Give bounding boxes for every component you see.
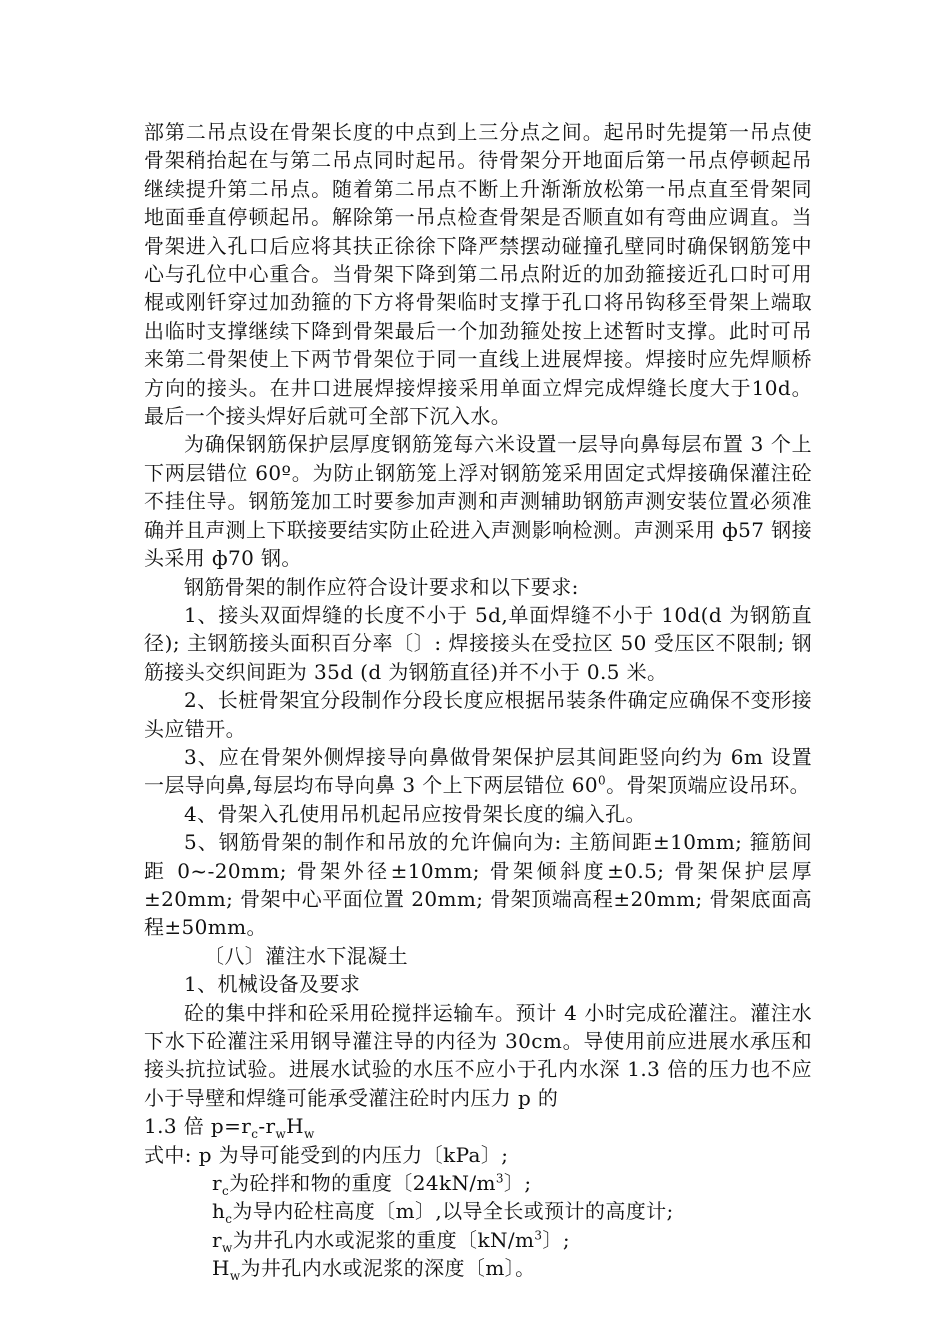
definition-line-p: 式中: p 为导可能受到的内压力〔kPa〕; [144, 1142, 509, 1167]
paragraph-lifting-procedure: 部第二吊点设在骨架长度的中点到上三分点之间。起吊时先提第一吊点使骨架稍抬起在与第二吊点同时起吊。待骨架分开地面后第一吊点停顿起吊继续提升第二吊点。随着第二吊点不断上升渐渐放松第一吊点直至骨架同地面垂直停顿起吊。解除第一吊点检查骨架是否顺直如有弯曲应调直。当骨架进入孔口后应将其扶正徐徐下降严禁摆动碰撞孔壁同时确保钢筋笼中心与孔位中心重合。当骨架下降到第二吊点附近的加劲箍接近孔口时可用棍或刚钎穿过加劲箍的下方将骨架临时支撑于孔口将吊钩移至骨架上端取出临时支撑继续下降到骨架最后一个加劲箍处按上述暂时支撑。此时可吊来第二骨架使上下两节骨架位于同一直线上进展焊接。焊接时应先焊顺桥方向的接头。在井口进展焊接焊接采用单面立焊完成焊缝长度大于10d。最后一个接头焊好后就可全部下沉入水。 [144, 120, 812, 429]
document-page [144, 118, 812, 1283]
definition-line-hw: $H_w$为井孔内水或泥浆的深度〔m〕。 [212, 1256, 536, 1284]
requirement-3-text-b: 。骨架顶端应设吊环。 [606, 773, 811, 798]
paragraph-requirement-4: 4、骨架入孔使用吊机起吊应按骨架长度的编入孔。 [184, 801, 646, 826]
section-heading-underwater-concrete: 〔八〕灌注水下混凝土 [204, 943, 408, 968]
degree-superscript: 0 [598, 773, 607, 788]
definition-line-rc: $r_c$为砼拌和物的重度〔$24kN/m^3$〕; [212, 1171, 532, 1199]
paragraph-requirement-2: 2、长桩骨架宜分段制作分段长度应根据吊装条件确定应确保不变形接头应错开。 [144, 688, 812, 741]
paragraph-guide-nose: 为确保钢筋保护层厚度钢筋笼每六米设置一层导向鼻每层布置 3 个上下两层错位 60º。为防止钢筋笼上浮对钢筋笼采用固定式焊接确保灌注砼不挂住导。钢筋笼加工时要参加声测和声测辅助钢筋声测安装位置必须准确并且声测上下联接要结实防止砼进入声测影响检测。声测采用 ф57 钢接头采用 ф70 钢。 [144, 432, 812, 571]
definition-line-hc: $h_c$为导内砼柱高度〔m〕,以导全长或预计的高度计; [212, 1199, 674, 1227]
paragraph-requirement-1: 1、接头双面焊缝的长度不小于 5d,单面焊缝不小于 10d(d 为钢筋直径); 主钢筋接头面积百分率〔〕: 焊接接头在受拉区 50 受压区不限制; 钢筋接头交织间距为 35d (d 为钢筋直径)并不小于 0.5 米。 [144, 602, 812, 684]
paragraph-requirement-5: 5、钢筋骨架的制作和吊放的允许偏向为: 主筋间距±10mm; 箍筋间距 0~-20mm; 骨架外径±10mm; 骨架倾斜度±0.5; 骨架保护层厚±20mm; 骨架中心平面位置 20mm; 骨架顶端高程±20mm; 骨架底面高程±50mm。 [144, 830, 812, 940]
definition-line-rw: $r_w$为井孔内水或泥浆的重度〔$kN/m^3$〕; [212, 1227, 570, 1255]
requirement-3-text-a: 3、应在骨架外侧焊接导向鼻做骨架保护层其间距竖向约为 6m 设置一层导向鼻,每层均布导向鼻 3 个上下两层错位 60 [144, 744, 812, 798]
definition-lead: 式中: [144, 1142, 199, 1167]
paragraph-requirement-3 [144, 743, 812, 800]
subsection-heading-equipment: 1、机械设备及要求 [184, 972, 361, 997]
paragraph-requirements-intro: 钢筋骨架的制作应符合设计要求和以下要求: [184, 574, 579, 599]
paragraph-concrete-mixing: 砼的集中拌和砼采用砼搅拌运输车。预计 4 小时完成砼灌注。灌注水下水下砼灌注采用钢导灌注导的内径为 30cm。导使用前应进展水承压和接头抗拉试验。进展水试验的水压不应小于孔内水深 1.3 倍的压力也不应小于导壁和焊缝可能承受灌注砼时内压力 p 的 [144, 1000, 812, 1110]
pressure-formula: 1.3 倍 $p=r_c-r_wH_w$ [144, 1114, 315, 1142]
